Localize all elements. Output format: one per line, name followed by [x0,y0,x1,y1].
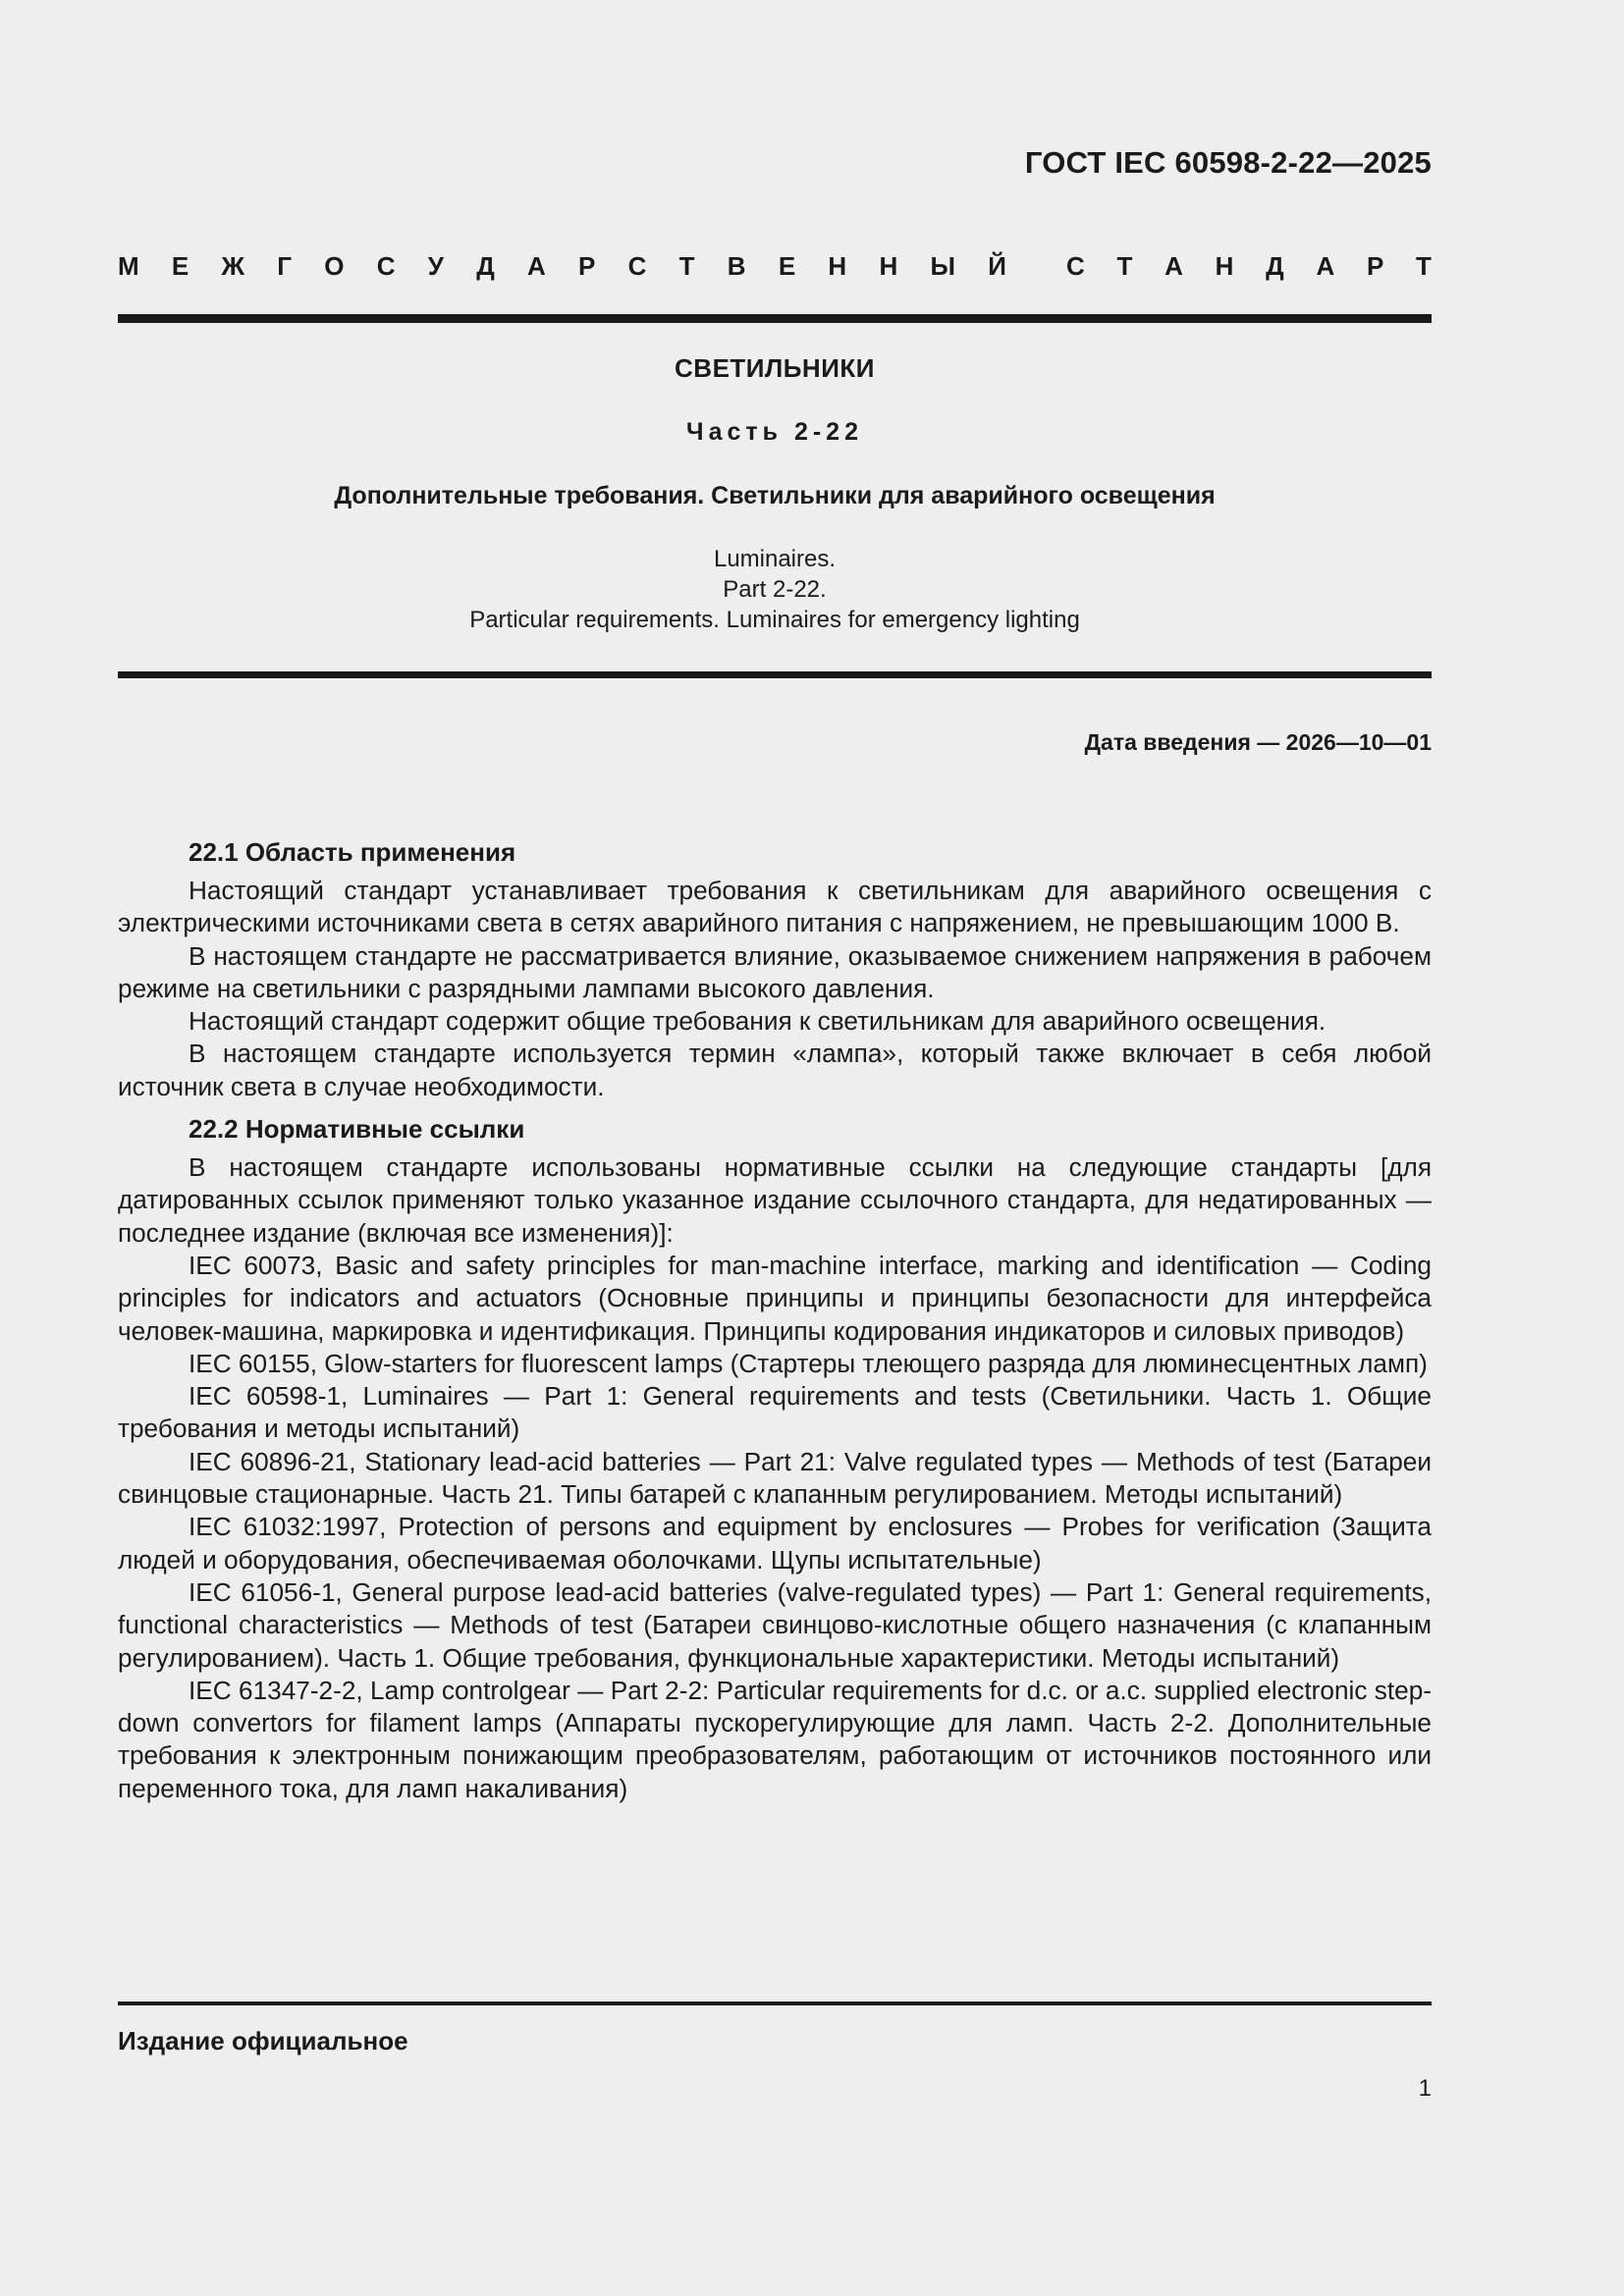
banner-letter: Т [1116,251,1133,281]
paragraph: Настоящий стандарт содержит общие требования к светильникам для аварийного освещения. [189,1006,1326,1037]
standard-subtitle: Дополнительные требования. Светильники для аварийного освещения [334,482,1216,509]
reference-item: IEC 60155, Glow-starters for fluorescent lamps (Стартеры тлеющего разряда для люминесцентных ламп) [189,1348,1428,1378]
banner-letter: Н [879,251,898,281]
section-heading-references: 22.2 Нормативные ссылки [189,1114,525,1145]
banner-letter: А [527,251,546,281]
footer-divider [118,2002,1432,2005]
reference-item: IEC 60073, Basic and safety principles for man-machine interface, marking and identification — Coding principles for indicators and actuators (Основные принципы и принципы безопасности для интерфейса человек-машина, маркировка и идентификация. Принципы кодирования индикаторов и силовых приводов) [118,1250,1432,1346]
official-edition-label: Издание официальное [118,2026,408,2056]
banner-letter: Д [1266,251,1284,281]
paragraph: Настоящий стандарт устанавливает требования к светильникам для аварийного освещения с электрическими источниками света в сетях аварийного питания с напряжением, не превышающим 1000 В. [118,876,1432,938]
document-page [118,0,1432,2296]
english-title-line: Part 2-22. [723,576,827,603]
banner-letter: Й [988,251,1006,281]
banner-letter: Е [778,251,796,281]
banner-letter: Ж [221,251,245,281]
reference-item: IEC 60896-21, Stationary lead-acid batteries — Part 21: Valve regulated types — Methods of test (Батареи свинцовые стационарные. Часть 21. Типы батарей с клапанным регулированием. Методы испытаний) [118,1446,1432,1510]
paragraph: В настоящем стандарте используется термин «лампа», который также включает в себя любой источник света в случае необходимости. [118,1039,1432,1101]
paragraph: В настоящем стандарте не рассматривается влияние, оказываемое снижением напряжения в рабочем режиме на светильники с разрядными лампами высокого давления. [118,940,1432,1003]
banner-letter: М [118,251,139,281]
title-divider [118,671,1432,678]
english-title [118,544,1432,635]
banner-letter: А [1316,251,1335,281]
document-code: ГОСТ IEC 60598-2-22—2025 [1024,145,1432,180]
banner-letter: Р [1366,251,1384,281]
banner-letter: Н [1215,251,1234,281]
reference-item: IEC 61032:1997, Protection of persons and equipment by enclosures — Probes for verification (Защита людей и оборудования, обеспечиваемая оболочками. Щупы испытательные) [118,1512,1432,1575]
banner-letter: У [427,251,444,281]
reference-item: IEC 60598-1, Luminaires — Part 1: General requirements and tests (Светильники. Часть 1. Общие требования и методы испытаний) [118,1381,1432,1444]
banner-letter: Ы [930,251,955,281]
interstate-standard-banner [118,251,1432,282]
standard-title: СВЕТИЛЬНИКИ [675,353,875,383]
top-divider [118,314,1432,323]
banner-letter: С [627,251,647,281]
banner-letter: Г [277,251,293,281]
interstate-word [118,251,1006,282]
document-body [118,836,1432,1805]
section-heading-scope: 22.1 Область применения [189,837,516,867]
banner-letter: Т [678,251,695,281]
part-number: Часть 2-22 [686,418,863,446]
banner-letter: А [1164,251,1183,281]
banner-letter: О [324,251,345,281]
banner-letter: С [376,251,396,281]
banner-letter: С [1066,251,1085,281]
standard-word [1066,251,1432,282]
english-title-line: Particular requirements. Luminaires for emergency lighting [469,607,1080,633]
banner-letter: Н [828,251,847,281]
reference-item: IEC 61347-2-2, Lamp controlgear — Part 2-2: Particular requirements for d.c. or a.c. supplied electronic step-down convertors for filament lamps (Аппараты пускорегулирующие для ламп. Часть 2-2. Дополнительные требования к электронным понижающим преобразователям, работающим от источников постоянного или переменного тока, для ламп накаливания) [118,1675,1432,1803]
reference-item: IEC 61056-1, General purpose lead-acid batteries (valve-regulated types) — Part 1: General requirements, functional characteristics — Methods of test (Батареи свинцово-кислотные общего назначения (с клапанным регулированием). Часть 1. Общие требования, функциональные характеристики. Методы испытаний) [118,1576,1432,1673]
banner-letter: Е [171,251,189,281]
english-title-line: Luminaires. [713,546,837,572]
banner-letter: Д [476,251,495,281]
banner-letter: Т [1416,251,1432,281]
banner-letter: В [727,251,746,281]
banner-letter: Р [578,251,596,281]
page-number: 1 [1418,2075,1432,2102]
introduction-date: Дата введения — 2026—10—01 [1084,729,1432,755]
paragraph: В настоящем стандарте использованы нормативные ссылки на следующие стандарты [для датированных ссылок применяют только указанное издание ссылочного стандарта, для недатированных — последнее издание (включая все изменения)]: [118,1152,1432,1248]
